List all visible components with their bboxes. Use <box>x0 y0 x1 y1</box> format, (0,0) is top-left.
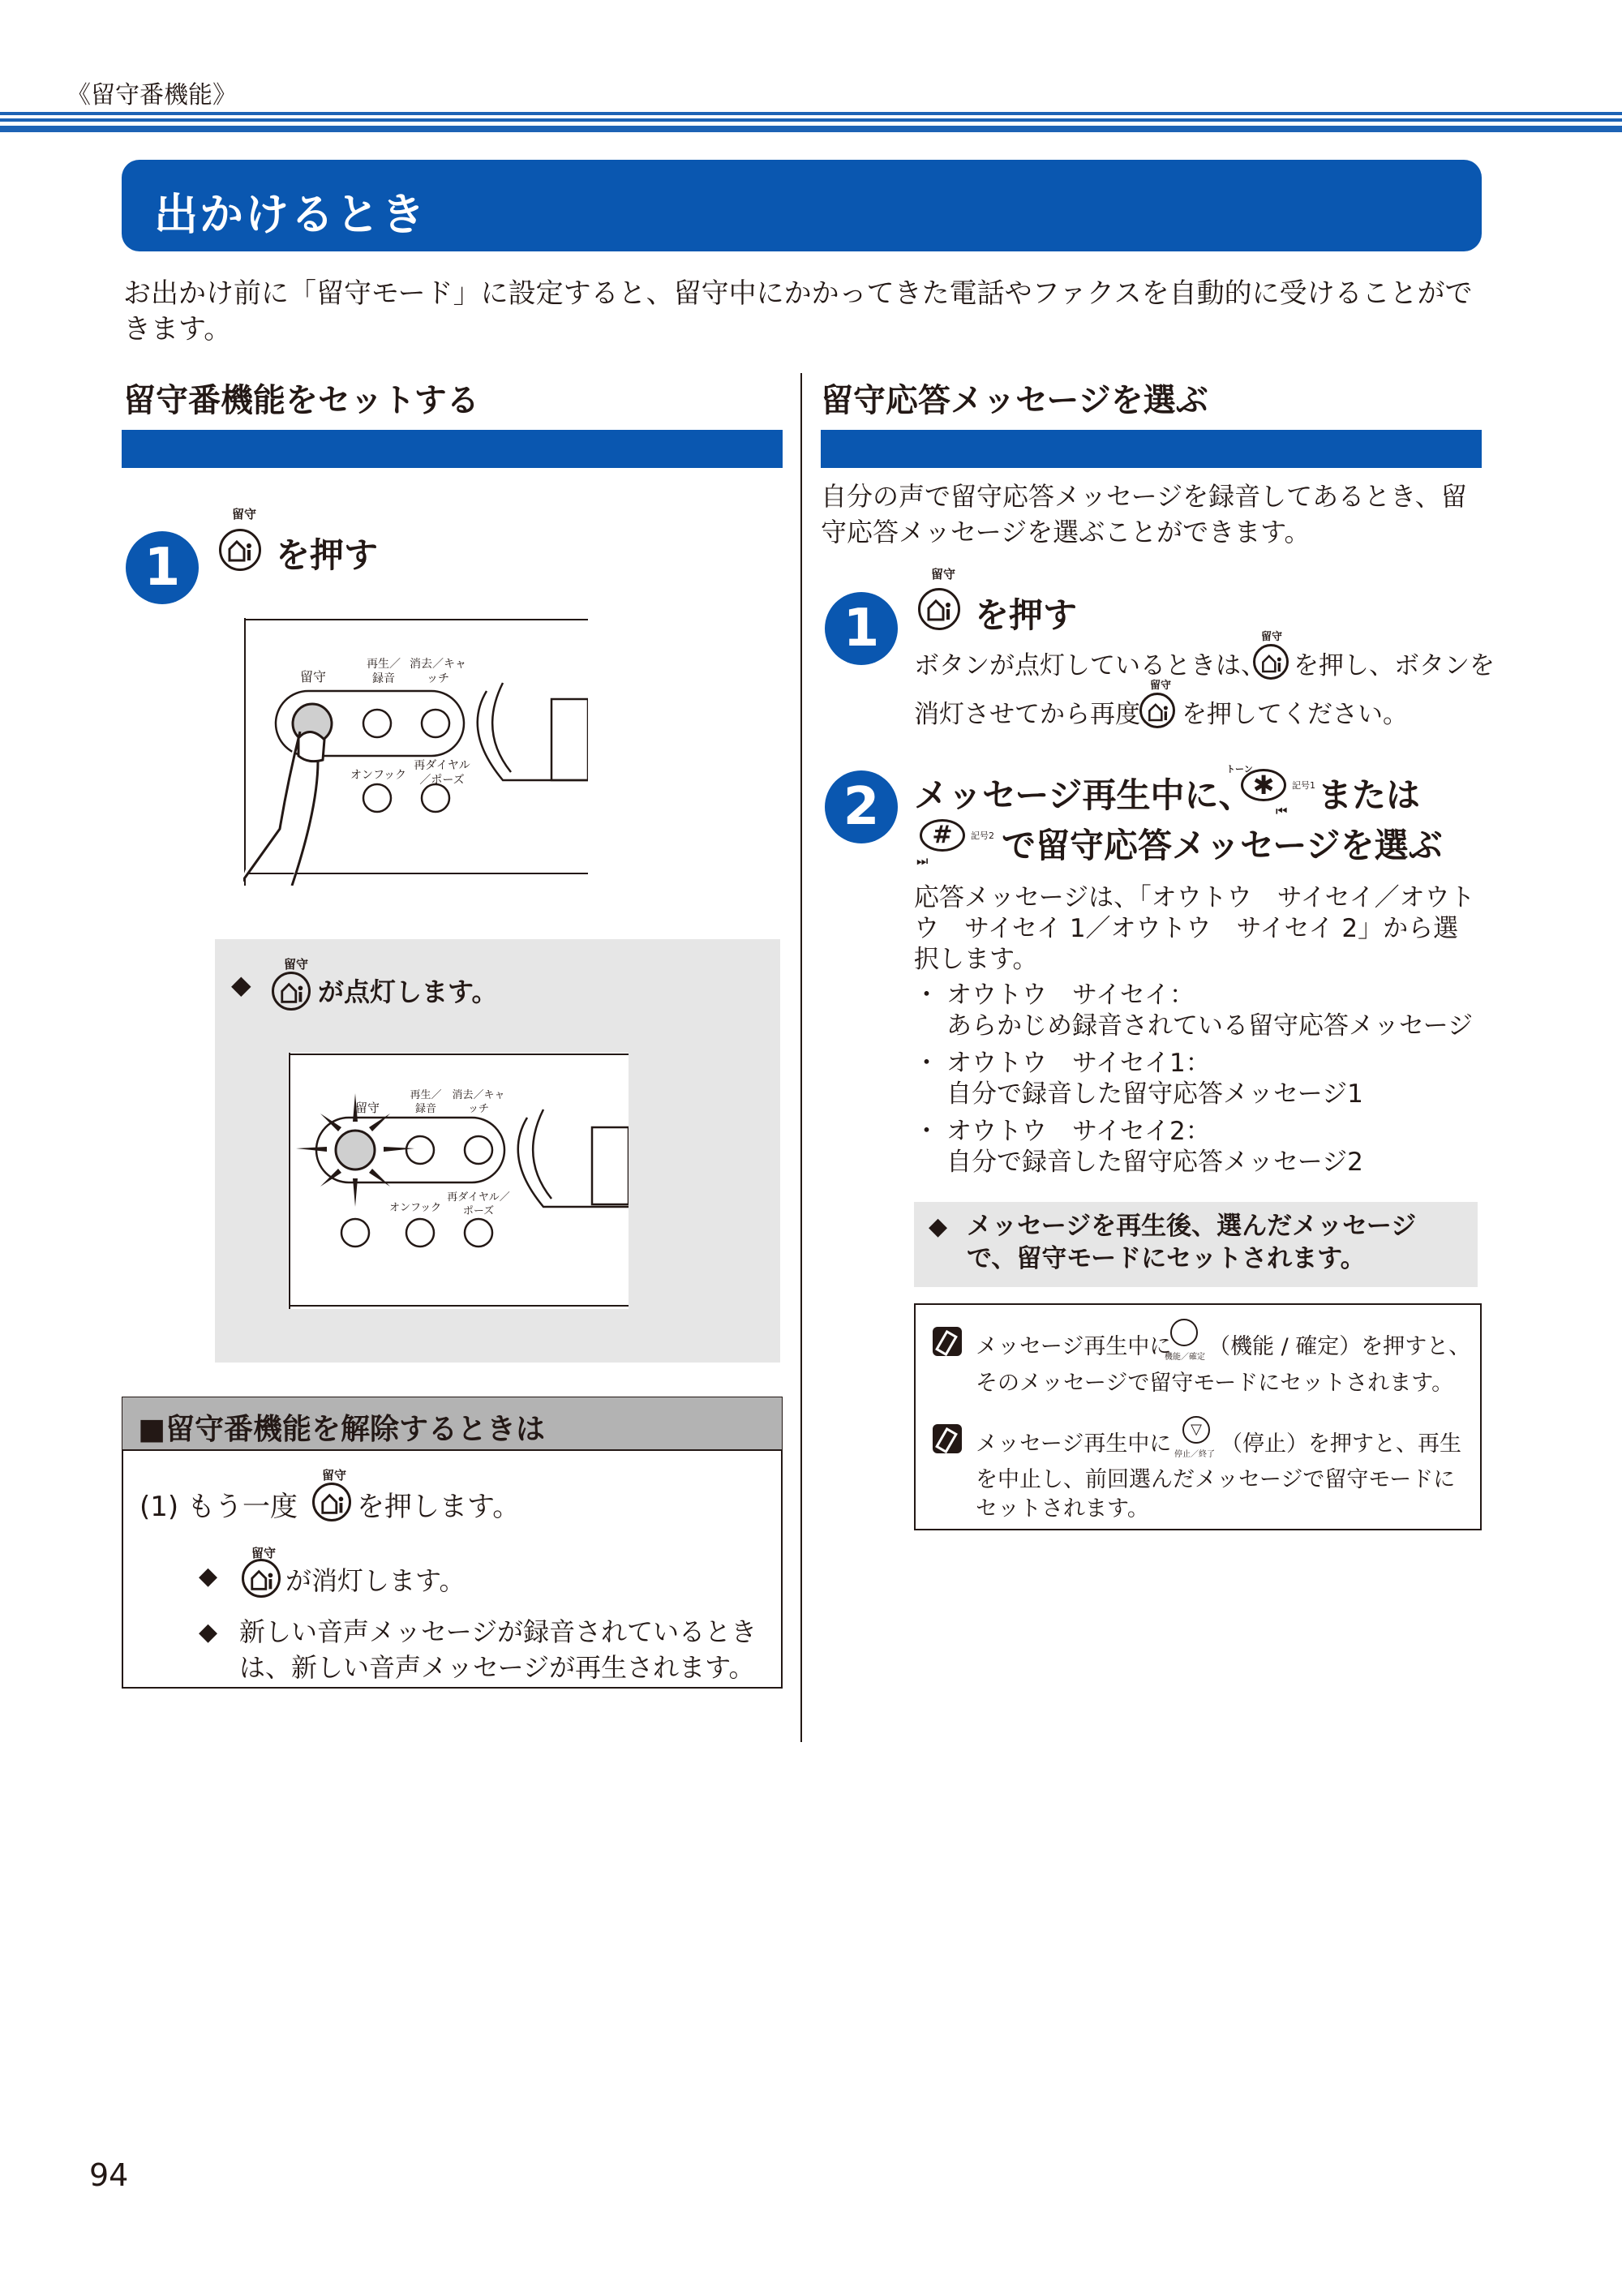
button-caption: 停止／終了 <box>1174 1450 1215 1459</box>
panel-label-onhook: オンフック <box>389 1202 442 1214</box>
header-rule <box>0 126 1622 132</box>
panel-label-shokyo: 消去／キャッチ <box>410 658 466 685</box>
step2-title-b: または <box>1318 775 1421 815</box>
option-item: ・ オウトウ サイセイ： あらかじめ録音されている留守応答メッセージ <box>914 981 1474 1041</box>
step2-title-a: メッセージ再生中に、 <box>914 775 1253 815</box>
panel-label-onhook: オンフック <box>350 769 407 782</box>
right-intro: 自分の声で留守応答メッセージを録音してあるとき、留守応答メッセージを選ぶことができます。 <box>821 481 1467 547</box>
panel-label-shokyo: 消去／キャッチ <box>452 1089 505 1115</box>
column-divider <box>800 373 802 1742</box>
panel-label-redial: 再ダイヤル／ポーズ <box>414 759 470 787</box>
note2-b: （停止）を押すと、再生 <box>1221 1431 1461 1457</box>
section-heading-message: 留守応答メッセージを選ぶ <box>821 382 1208 419</box>
cancel-bullet2: 新しい音声メッセージが録音されているときは、新しい音声メッセージが再生されます。 <box>239 1616 757 1683</box>
memo-icon <box>933 1327 962 1356</box>
bullet: ◆ <box>199 1562 218 1590</box>
panel-label-rusu: 留守 <box>300 669 327 685</box>
button-caption: 留守 <box>1261 631 1283 643</box>
forward-icon: ⏭ <box>916 853 929 869</box>
cancel-bullet1: が消灯します。 <box>285 1565 466 1596</box>
section-heading-set: 留守番機能をセットする <box>123 382 479 419</box>
header-rule <box>0 118 1622 122</box>
memo-icon <box>933 1424 962 1453</box>
stop-button-icon: ▽ <box>1182 1416 1210 1444</box>
step1-desc-d: を押してください。 <box>1182 700 1408 729</box>
bullet: ◆ <box>199 1618 218 1646</box>
button-caption: 留守 <box>251 1546 277 1560</box>
step-label: を押す <box>276 535 379 575</box>
step1-desc-b: を押し、ボタンを <box>1294 651 1495 680</box>
step1-desc-a: ボタンが点灯しているときは、 <box>914 651 1266 680</box>
step2-result: メッセージを再生後、選んだメッセージで、留守モードにセットされます。 <box>967 1212 1417 1273</box>
page-number: 94 <box>89 2157 129 2193</box>
rusu-button-icon <box>272 972 311 1011</box>
note2-c: を中止し、前回選んだメッセージで留守モードに <box>976 1467 1456 1492</box>
panel-label-rusu: 留守 <box>355 1101 380 1115</box>
star-side-caption: 記号1 <box>1292 780 1315 791</box>
option-item: ・ オウトウ サイセイ1： 自分で録音した留守応答メッセージ1 <box>914 1049 1363 1109</box>
note2-d: セットされます。 <box>976 1496 1149 1521</box>
note1-b: （機能 / 確定）を押すと、 <box>1208 1334 1471 1359</box>
panel-label-redial: 再ダイヤル／ポーズ <box>447 1191 510 1217</box>
option-list <box>914 980 1482 1178</box>
button-caption: 機能／確定 <box>1165 1353 1205 1362</box>
step-number: 2 <box>825 770 898 843</box>
step-label: を押す <box>975 595 1078 635</box>
rusu-button-icon <box>219 529 261 571</box>
bullet: ◆ <box>929 1212 948 1241</box>
rusu-button-icon <box>1253 644 1289 680</box>
step-number: 1 <box>825 592 898 665</box>
section-bar <box>821 430 1482 468</box>
note2-a: メッセージ再生中に <box>976 1431 1172 1457</box>
note1-a: メッセージ再生中に <box>976 1334 1172 1359</box>
option-item: ・ オウトウ サイセイ2： 自分で録音した留守応答メッセージ2 <box>914 1117 1363 1177</box>
kinou-button-icon <box>1170 1319 1198 1346</box>
rewind-icon: ⏮ <box>1276 803 1288 818</box>
step-number: 1 <box>126 531 199 604</box>
step2-title-c: で留守応答メッセージを選ぶ <box>1002 826 1443 865</box>
button-caption: 留守 <box>931 567 956 582</box>
rusu-button-icon <box>242 1559 281 1598</box>
intro-text: お出かけ前に「留守モード」に設定すると、留守中にかかってきた電話やファクスを自動的に受けることができます。 <box>123 277 1473 345</box>
hash-side-caption: 記号2 <box>971 830 994 841</box>
button-caption: 留守 <box>1150 680 1172 692</box>
rusu-button-icon <box>312 1483 351 1521</box>
running-head: 《留守番機能》 <box>67 81 237 109</box>
cancel-line1-post: を押します。 <box>357 1491 521 1523</box>
rusu-button-icon <box>918 588 960 630</box>
step1-desc-c: 消灯させてから再度 <box>914 700 1140 729</box>
star-button-icon: ✱ <box>1241 769 1286 801</box>
section-bar <box>122 430 783 468</box>
panel-label-saisei: 再生／録音 <box>410 1089 442 1115</box>
hash-button-icon: # <box>920 819 965 852</box>
result-text: が点灯します。 <box>318 976 498 1007</box>
step2-desc: 応答メッセージは、「オウトウ サイセイ／オウトウ サイセイ 1／オウトウ サイセイ 2」から選択します。 <box>914 883 1475 974</box>
button-caption: トーン <box>1226 764 1253 775</box>
button-caption: 留守 <box>322 1468 347 1483</box>
button-caption: 留守 <box>232 507 257 521</box>
header-rule <box>0 112 1622 115</box>
cancel-line1-pre: (1) もう一度 <box>139 1491 298 1523</box>
panel-label-saisei: 再生／録音 <box>367 658 401 685</box>
cancel-heading: ■留守番機能を解除するときは <box>138 1413 546 1446</box>
page-title: 出かけるとき <box>154 189 427 240</box>
button-caption: 留守 <box>284 957 309 972</box>
bullet: ◆ <box>231 969 251 1000</box>
rusu-button-icon <box>1139 693 1175 728</box>
note1-c: そのメッセージで留守モードにセットされます。 <box>976 1371 1454 1396</box>
